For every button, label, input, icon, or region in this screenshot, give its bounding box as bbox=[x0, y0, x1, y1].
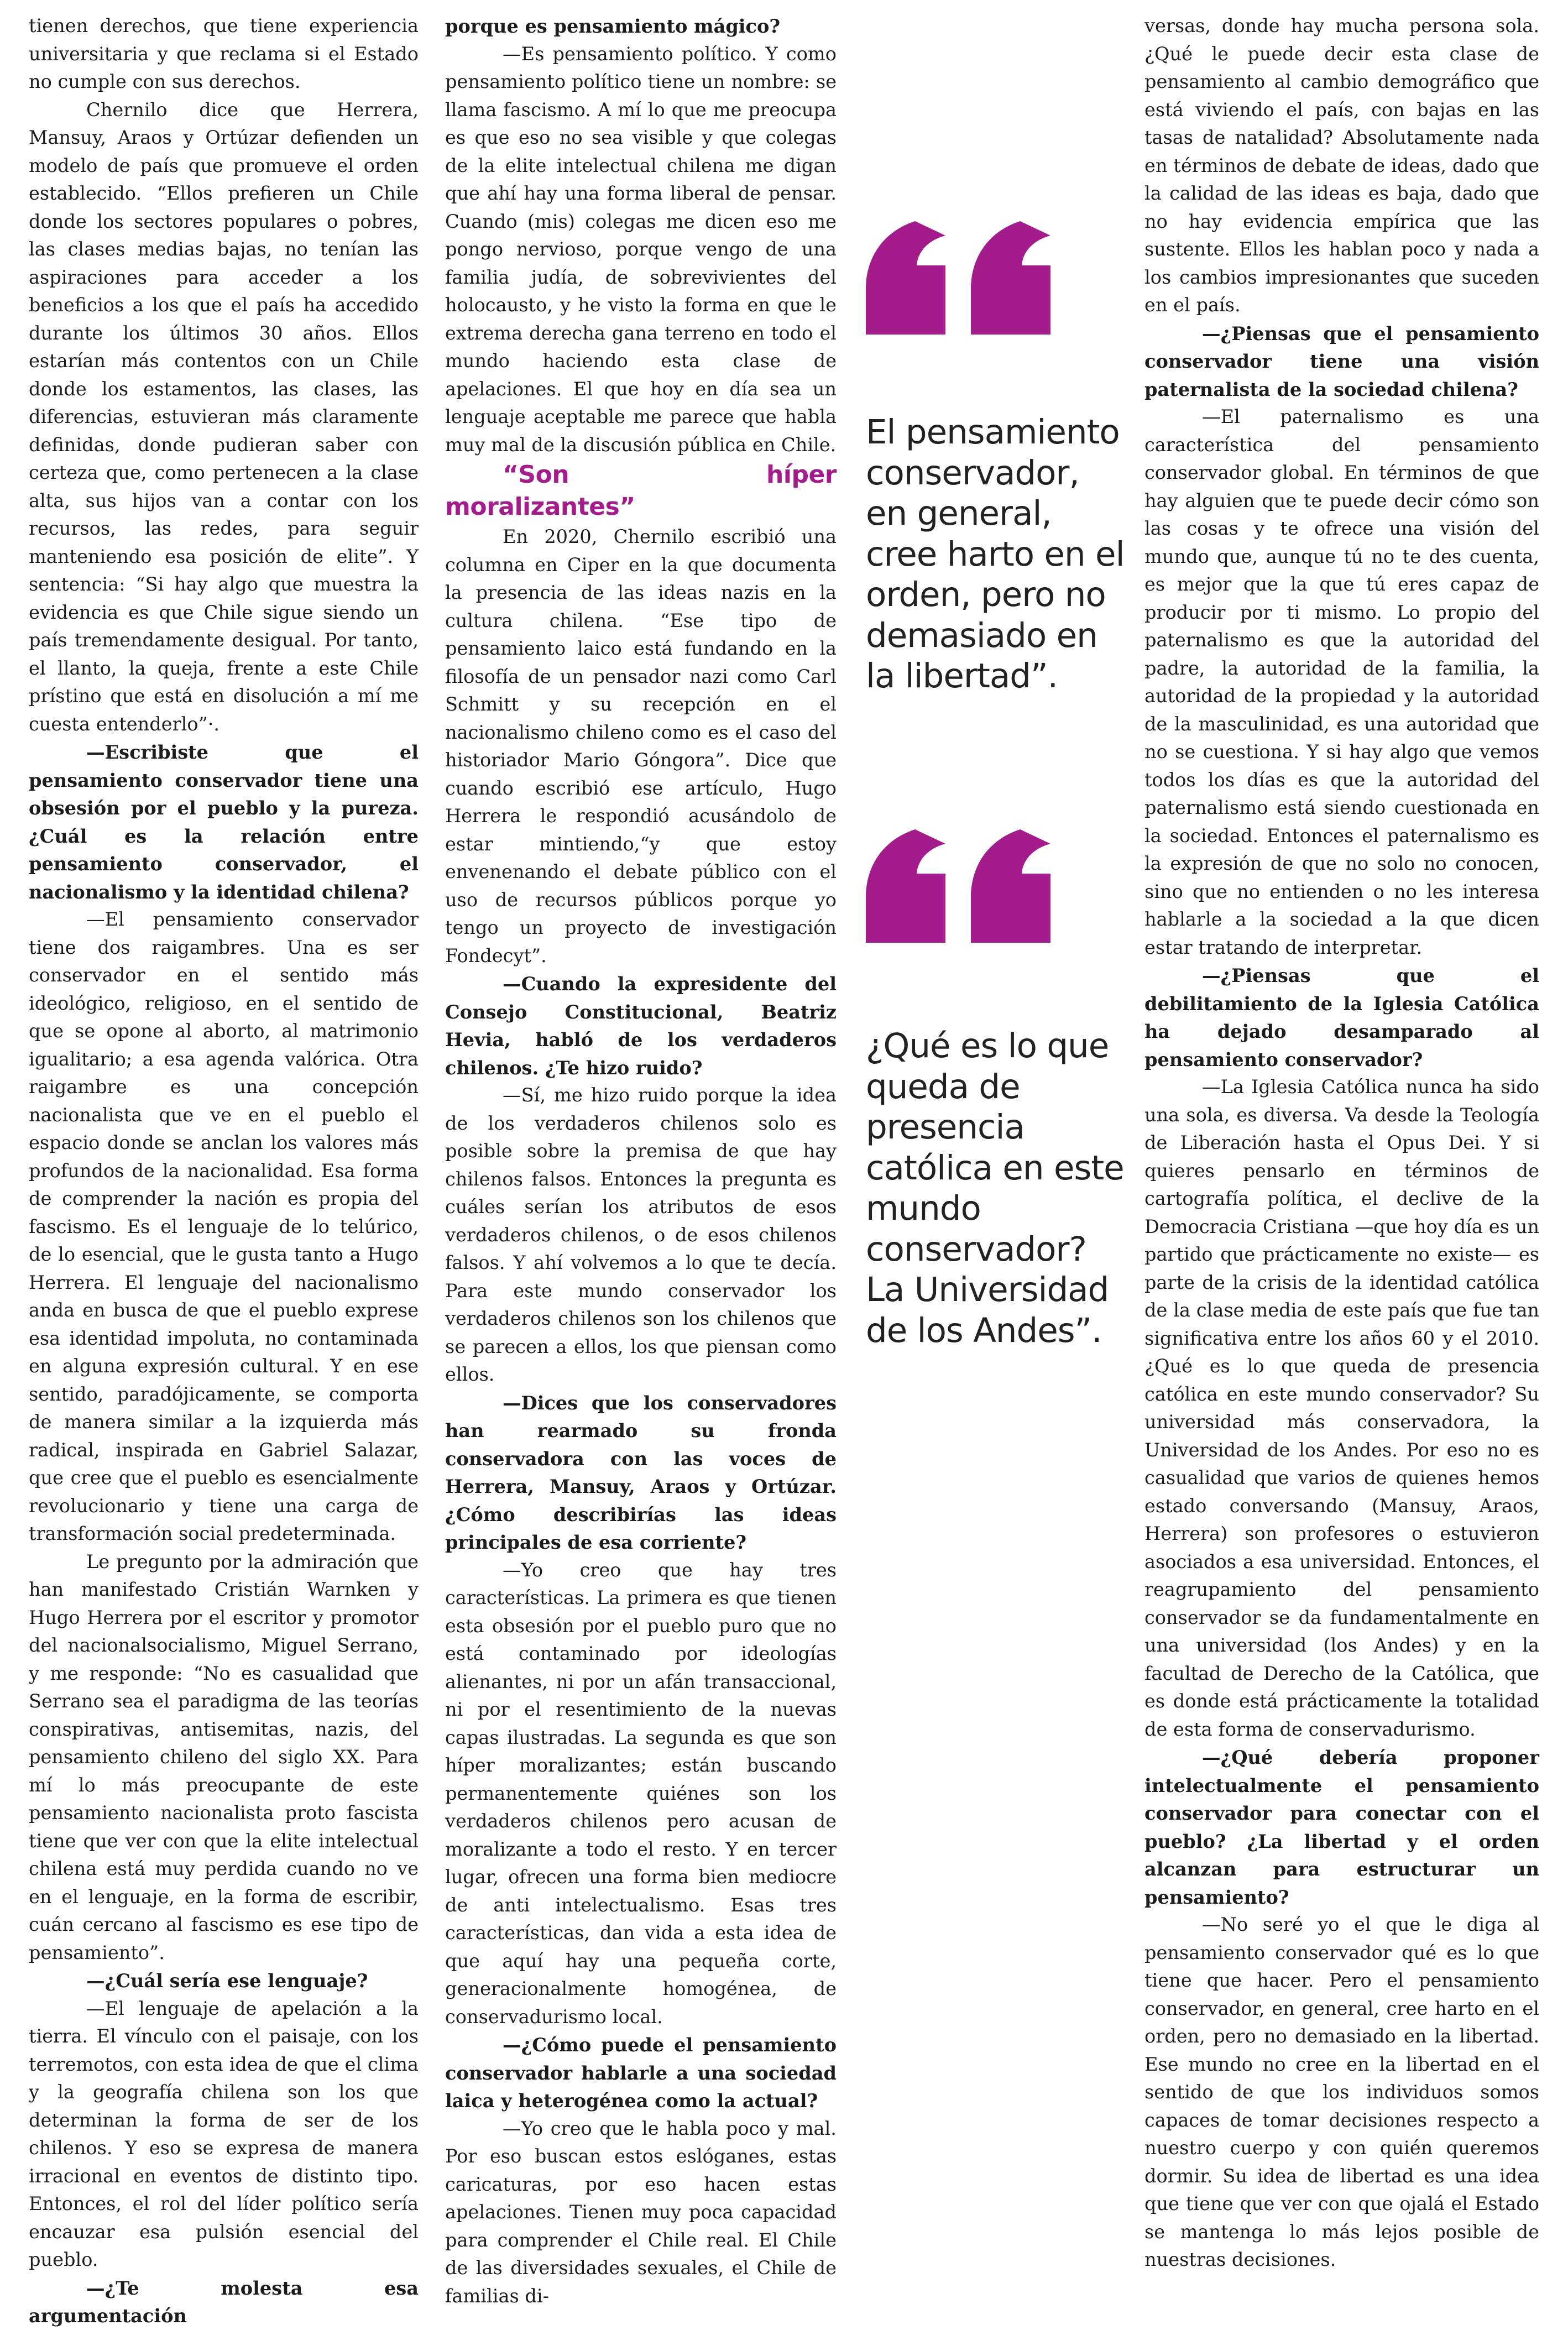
interview-question: —¿Piensas que el pensamiento conservador tiene una visión paternalista de la sociedad chilena? bbox=[1144, 322, 1539, 400]
paragraph: —Yo creo que le habla poco y mal. Por eso buscan estos eslóganes, estas caricaturas, por eso hacen estas apelaciones. Tienen muy poca capacidad para comprender el Chile real. El Chile de las diversidades sexuales, el Chile de familias di- bbox=[445, 2117, 837, 2307]
article-column-1 bbox=[29, 12, 419, 2330]
paragraph: —Es pensamiento político. Y como pensamiento político tiene un nombre: se llama fascismo. A mí lo que me preocupa es que eso no sea visible y que colegas de la elite intelectual chilena me digan que ahí hay una forma liberal de pensar. Cuando (mis) colegas me dicen eso me pongo nervioso, porque vengo de una familia judía, de sobrevivientes del holocausto, y he visto la forma en que le extrema derecha gana terreno en todo el mundo haciendo esta clase de apelaciones. El que hoy en día sea un lenguaje aceptable me parece que habla muy mal de la discusión pública en Chile. bbox=[445, 43, 837, 456]
interview-question: —Dices que los conservadores han rearmado su fronda conservadora con las voces de Herrera, Mansuy, Araos y Ortúzar. ¿Cómo describirías las ideas principales de esa corriente? bbox=[445, 1391, 837, 1553]
paragraph: —Sí, me hizo ruido porque la idea de los verdaderos chilenos solo es posible sobre la premisa de que hay chilenos falsos. Entonces la pregunta es cuáles serían los atributos de esos verdaderos chilenos, o de esos chilenos falsos. Y ahí volvemos a lo que te decía. Para este mundo conservador los verdaderos chilenos son los chilenos que se parecen a ellos, los que piensan como ellos. bbox=[445, 1084, 837, 1385]
pull-quote: ¿Qué es lo que queda de presencia católica en este mundo conservador? La Universidad de los Andes”. bbox=[866, 1026, 1124, 1350]
interview-question: porque es pensamiento mágico? bbox=[445, 15, 781, 37]
paragraph: En 2020, Chernilo escribió una columna en Ciper en la que documenta la presencia de las ideas nazis en la cultura chilena. “Ese tipo de pensamiento laico está fundando en la filosofía de un pensador nazi como Carl Schmitt y su recepción en el nacionalismo chileno como es el caso del historiador Mario Góngora”. Dice que cuando escribió ese artículo, Hugo Herrera le respondió acusándolo de estar mintiendo,“y que estoy envenenando el debate público con el uso de recursos públicos porque yo tengo un proyecto de investigación Fondecyt”. bbox=[445, 526, 837, 967]
paragraph: versas, donde hay mucha persona sola. ¿Qué le puede decir esta clase de pensamiento al cambio demográfico que está viviendo el país, con bajas en las tasas de natalidad? Absolutamente nada en términos de debate de ideas, dado que la calidad de las ideas es baja, dado que no hay evidencia empírica que las sustente. Ellos les hablan poco y nada a los cambios impresionantes que suceden en el país. bbox=[1144, 15, 1539, 316]
interview-question: —Cuando la expresidente del Consejo Constitucional, Beatriz Hevia, habló de los verdaderos chilenos. ¿Te hizo ruido? bbox=[445, 973, 837, 1079]
article-column-2 bbox=[445, 12, 837, 2310]
open-quote-icon bbox=[863, 221, 1106, 337]
paragraph: —El paternalismo es una característica del pensamiento conservador global. En términos de que hay alguien que te puede decir cómo son las cosas y te ofrece una visión del mundo que, aunque tú no te des cuenta, es mejor que la que tú eres capaz de producir por ti mismo. Lo propio del paternalismo es que la autoridad del padre, la autoridad de la familia, la autoridad de la propiedad y la autoridad de la masculinidad, es una autoridad que no se cuestiona. Y si hay algo que vemos todos los días es que la autoridad del paternalismo está siendo cuestionada en la sociedad. Entonces el paternalismo es la expresión de que no solo no conocen, sino que no entienden o no les interesa hablarle a la sociedad a la que dicen estar tratando de interpretar. bbox=[1144, 406, 1539, 958]
interview-question: —¿Piensas que el debilitamiento de la Iglesia Católica ha dejado desamparado al pensamiento conservador? bbox=[1144, 964, 1539, 1070]
pull-quote: El pensamiento conservador, en general, cree harto en el orden, pero no demasiado en la libertad”. bbox=[866, 412, 1125, 696]
open-quote-icon bbox=[863, 829, 1106, 945]
interview-question: —Escribiste que el pensamiento conservador tiene una obsesión por el pueblo y la pureza. ¿Cuál es la relación entre pensamiento conservador, el nacionalismo y la identidad chilena? bbox=[29, 741, 419, 903]
paragraph: Chernilo dice que Herrera, Mansuy, Araos y Ortúzar defienden un modelo de país que promueve el orden establecido. “Ellos prefieren un Chile donde los sectores populares o pobres, las clases medias bajas, no tenían las aspiraciones para acceder a los beneficios a los que el país ha accedido durante los últimos 30 años. Ellos estarían más contentos con un Chile donde los estamentos, las clases, las diferencias, estuvieran más claramente definidas, donde pudieran saber con certeza que, como pertenecen a la clase alta, sus hijos van a contar con los recursos, las redes, para seguir manteniendo esa posición de elite”. Y sentencia: “Si hay algo que muestra la evidencia es que Chile sigue siendo un país tremendamente desigual. Por tanto, el llanto, la queja, frente a este Chile prístino que está en disolución a mí me cuesta entenderlo”·. bbox=[29, 98, 419, 735]
interview-question: —¿Qué debería proponer intelectualmente el pensamiento conservador para conectar con el pueblo? ¿La libertad y el orden alcanzan para estructurar un pensamiento? bbox=[1144, 1746, 1539, 1908]
interview-question: —¿Te molesta esa argumentación bbox=[29, 2276, 419, 2327]
interview-question: —¿Cuál sería ese lenguaje? bbox=[86, 1969, 368, 1992]
paragraph: tienen derechos, que tiene experiencia universitaria y que reclama si el Estado no cumple con sus derechos. bbox=[29, 15, 419, 92]
paragraph: Le pregunto por la admiración que han manifestado Cristián Warnken y Hugo Herrera por el escritor y promotor del nacionalsocialismo, Miguel Serrano, y me responde: “No es casualidad que Serrano sea el paradigma de las teorías conspirativas, antisemitas, nazis, del pensamiento chileno del siglo XX. Para mí lo más preocupante de este pensamiento nacionalista proto fascista tiene que ver con que la elite intelectual chilena está muy perdida cuando no ve en el lenguaje, en la forma de escribir, cuán cercano al fascismo es ese tipo de pensamiento”. bbox=[29, 1550, 419, 1963]
interview-question: —¿Cómo puede el pensamiento conservador hablarle a una sociedad laica y heterogénea como la actual? bbox=[445, 2034, 837, 2112]
paragraph: —El lenguaje de apelación a la tierra. El vínculo con el paisaje, con los terremotos, con esta idea de que el clima y la geografía chilena son los que determinan la forma de ser de los chilenos. Y eso se expresa de manera irracional en eventos de distinto tipo. Entonces, el rol del líder político sería encauzar esa pulsión esencial del pueblo. bbox=[29, 1997, 419, 2270]
paragraph: —No seré yo el que le diga al pensamiento conservador qué es lo que tiene que hacer. Pero el pensamiento conservador, en general, cree harto en el orden, pero no demasiado en la libertad. Ese mundo no cree en la libertad en el sentido de que los individuos somos capaces de tomar decisiones respecto a nuestro cuerpo y con quién queremos dormir. Su idea de libertad es una idea que tiene que ver con que ojalá el Estado se mantenga lo más lejos posible de nuestras decisiones. bbox=[1144, 1914, 1539, 2270]
paragraph: —La Iglesia Católica nunca ha sido una sola, es diversa. Va desde la Teología de Liberación hasta el Opus Dei. Y si quieres pensarlo en términos de cartografía política, el declive de la Democracia Cristiana —que hoy día es un partido que prácticamente no existe— es parte de la crisis de la identidad católica de la clase media de este país que fue tan significativa entre los años 60 y el 2010. ¿Qué es lo que queda de presencia católica en este mundo conservador? Su universidad más conservadora, la Universidad de los Andes. Por eso no es casualidad que varios de quienes hemos estado conversando (Mansuy, Araos, Herrera) son profesores o estuvieron asociados a esa universidad. Entonces, el reagrupamiento del pensamiento conservador se da fundamentalmente en una universidad (los Andes) y en la facultad de Derecho de la Católica, que es donde está prácticamente la totalidad de esta forma de conservadurismo. bbox=[1144, 1076, 1539, 1740]
paragraph: —Yo creo que hay tres características. La primera es que tienen esta obsesión por el pueblo puro que no está contaminado por ideologías alienantes, ni por un afán transaccional, ni por el resentimiento de la nuevas capas ilustradas. La segunda es que son híper moralizantes; están buscando permanentemente quiénes son los verdaderos chilenos pero acusan de moralizante a todo el resto. Y en tercer lugar, ofrecen una forma bien mediocre de anti intelectualismo. Esas tres características, dan vida a esta idea de que aquí hay una pequeña corte, generacionalmente homogénea, de conservadurismo local. bbox=[445, 1559, 837, 2028]
article-column-4 bbox=[1144, 12, 1539, 2274]
section-subheading: “Son híper moralizantes” bbox=[445, 461, 837, 521]
paragraph: —El pensamiento conservador tiene dos raigambres. Una es ser conservador en el sentido más ideológico, religioso, en el sentido de que se opone al aborto, al matrimonio igualitario; a esa agenda valórica. Otra raigambre es una concepción nacionalista que ve en el pueblo el espacio donde se anclan los valores más profundos de la nacionalidad. Esa forma de comprender la nación es propia del fascismo. Es el lenguaje de lo telúrico, de lo esencial, que le gusta tanto a Hugo Herrera. El lenguaje del nacionalismo anda en busca de que el pueblo exprese esa identidad impoluta, no contaminada en alguna expresión cultural. Y en ese sentido, paradójicamente, se comporta de manera similar a la izquierda más radical, inspirada en Gabriel Salazar, que cree que el pueblo es esencialmente revolucionario y tiene una carga de transformación social predeterminada. bbox=[29, 908, 419, 1544]
